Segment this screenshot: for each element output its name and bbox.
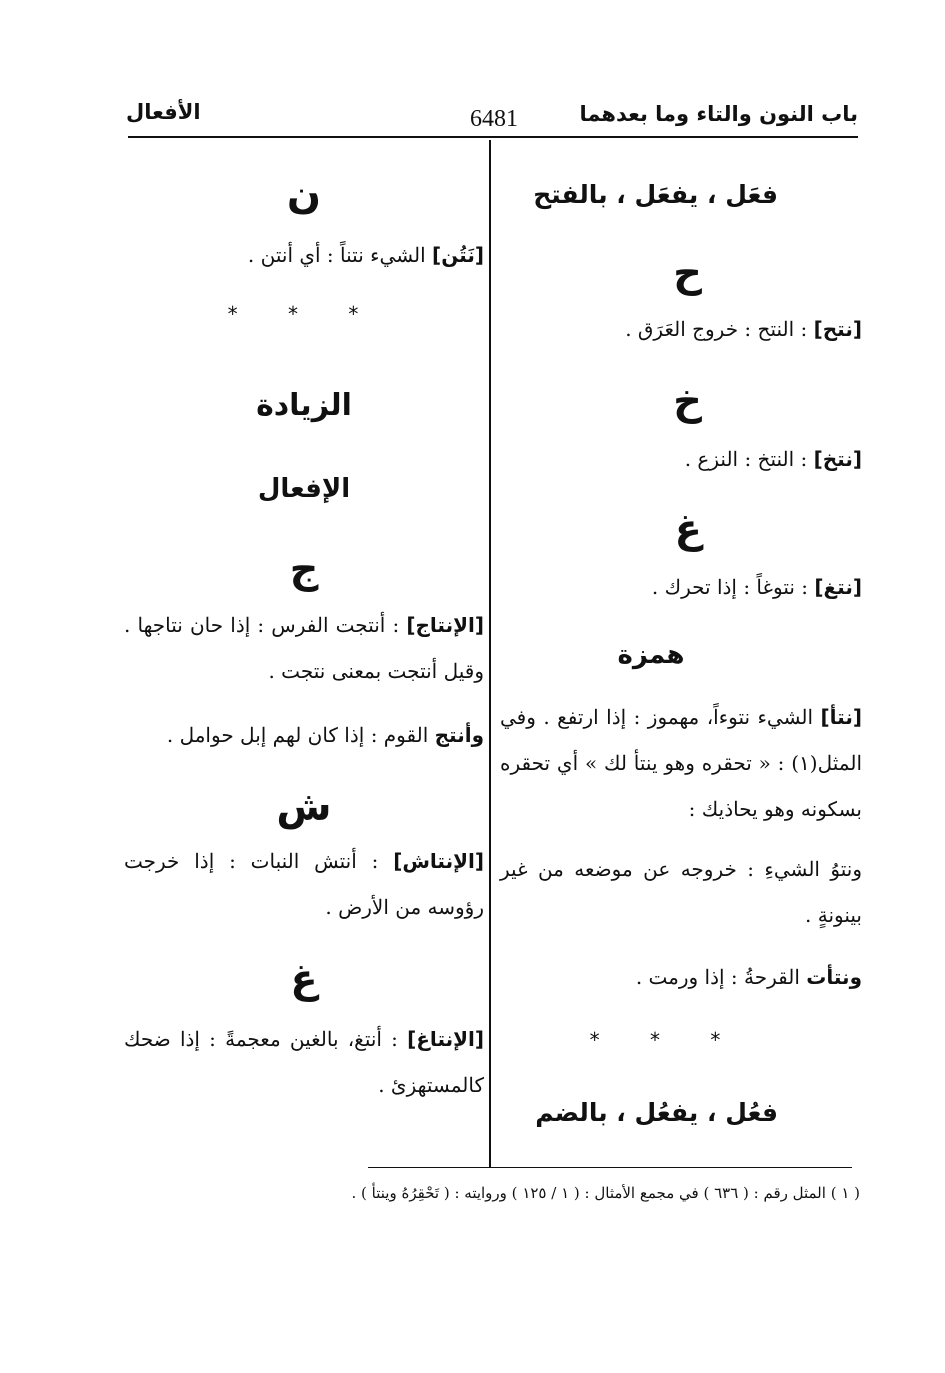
entry-hamza-3 bbox=[500, 954, 862, 1000]
chapter-title: باب النون والتاء وما بعدهما bbox=[579, 102, 858, 126]
entry-hamza-1 bbox=[500, 694, 862, 832]
letter-ha: ح bbox=[673, 250, 702, 296]
letter-ghain: غ bbox=[674, 506, 702, 552]
separator-stars: * * * bbox=[227, 302, 381, 326]
letter-nun: ن bbox=[286, 172, 322, 218]
headword: وأنتج bbox=[434, 723, 484, 747]
entry-nun bbox=[124, 232, 484, 278]
entry-ghain bbox=[500, 564, 862, 610]
headword: [نتخ] bbox=[813, 447, 862, 471]
definition: : النتح : خروج العَرَق . bbox=[625, 317, 814, 341]
entry-ha bbox=[500, 306, 862, 352]
hamza-heading: همزة bbox=[617, 640, 685, 670]
entry-ghain bbox=[124, 1016, 484, 1108]
headword: ونتأت bbox=[806, 965, 862, 989]
letter-ghain: غ bbox=[290, 956, 318, 1002]
footnote: ( ١ ) المثل رقم : ( ٦٣٦ ) في مجمع الأمثال : ( ١ / ١٢٥ ) وروايته : ( تَحْقِرُهُ وينتأ ) . bbox=[351, 1184, 860, 1202]
headword: [الإنتاش] bbox=[393, 849, 484, 873]
entry-shin bbox=[124, 838, 484, 930]
definition: : أنتش النبات : إذا خرجت رؤوسه من الأرض . bbox=[124, 849, 484, 919]
headword: [الإنتاغ] bbox=[407, 1027, 484, 1051]
column-divider bbox=[489, 140, 491, 1168]
page-header bbox=[126, 96, 858, 136]
section-heading-fatha: فعَل ، يفعَل ، بالفتح bbox=[533, 180, 778, 209]
page-number: 6481 bbox=[470, 106, 518, 132]
letter-shin: ش bbox=[276, 784, 332, 830]
definition: الشيء نتناً : أي أنتن . bbox=[247, 243, 433, 267]
footnote-rule bbox=[368, 1167, 852, 1168]
separator-stars: * * * bbox=[589, 1028, 743, 1052]
headword: [نتغ] bbox=[814, 575, 862, 599]
letter-kha: خ bbox=[673, 378, 702, 424]
afal-heading: الإفعال bbox=[257, 474, 351, 504]
definition: : نتوغاً : إذا تحرك . bbox=[651, 575, 815, 599]
entry-kha bbox=[500, 436, 862, 482]
section-heading-damma: فعُل ، يفعُل ، بالضم bbox=[535, 1098, 778, 1127]
section-title: الأفعال bbox=[126, 100, 201, 124]
headword: [نتأ] bbox=[820, 705, 862, 729]
definition: : أنتغ، بالغين معجمةً : إذا ضحك كالمستهزئ . bbox=[124, 1027, 484, 1097]
ziyada-heading: الزيادة bbox=[256, 388, 352, 423]
definition: : أنتجت الفرس : إذا حان نتاجها . وقيل أنتجت بمعنى نتجت . bbox=[124, 613, 484, 683]
entry-jim-2 bbox=[124, 712, 484, 758]
headword: [نتح] bbox=[813, 317, 862, 341]
entry-jim-1 bbox=[124, 602, 484, 694]
letter-jim: ج bbox=[289, 546, 319, 592]
definition: القوم : إذا كان لهم إبل حوامل . bbox=[166, 723, 435, 747]
headword: [نَتُن] bbox=[432, 243, 484, 267]
definition: : النتخ : النزع . bbox=[684, 447, 814, 471]
definition: الشيء نتوءاً، مهموز : إذا ارتفع . وفي المثل(١) : « تحقره وهو ينتأ لك » أي تحقره بسكونه وهو يحاذيك : bbox=[500, 705, 862, 821]
header-rule bbox=[128, 136, 858, 138]
entry-hamza-2: ونتوُ الشيءِ : خروجه عن موضعه من غير بينونةٍ . bbox=[500, 857, 862, 927]
headword: [الإنتاج] bbox=[406, 613, 484, 637]
definition: القرحةُ : إذا ورمت . bbox=[635, 965, 807, 989]
